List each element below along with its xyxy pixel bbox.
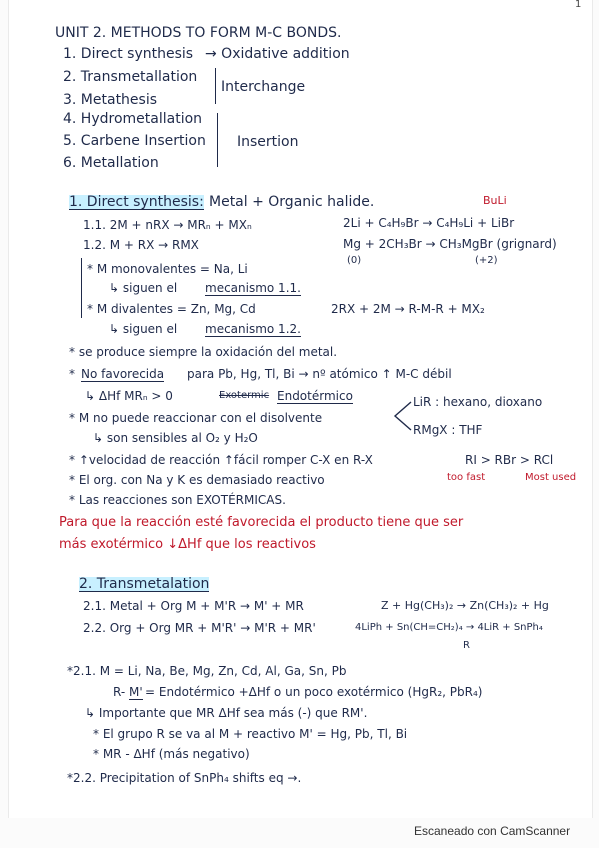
oxidative-addition-note: → Oxidative addition: [205, 46, 350, 62]
divalent-follow: ↳ siguen el: [109, 322, 178, 336]
note-sensitive: ↳ son sensibles al O₂ y H₂O: [93, 431, 258, 445]
solvent-brace-icon: [391, 400, 413, 434]
endotermico: Endotérmico: [277, 389, 353, 403]
rm-prefix: R-: [113, 685, 126, 699]
note-rate: * ↑velocidad de reacción ↑fácil romper C-X en R-X: [69, 453, 373, 467]
section1-title-rest: Metal + Organic halide.: [209, 194, 375, 210]
note-na-k: * El org. con Na y K es demasiado reactivo: [69, 473, 325, 487]
struck-exotermic: Exotermic: [219, 390, 270, 401]
not-favoured: No favorecida: [81, 367, 165, 381]
transmetal-2-2: 2.2. Org + Org MR + M'R' → M'R + MR': [83, 621, 316, 635]
note-exothermic: * Las reacciones son EXOTÉRMICAS.: [69, 493, 286, 507]
divalent-metals: * M divalentes = Zn, Mg, Cd: [87, 302, 256, 316]
insertion-note: Insertion: [237, 134, 299, 150]
divalent-equation: 2RX + 2M → R-M-R + MX₂: [331, 302, 485, 316]
transmetal-2-2-example: 4LiPh + Sn(CH=CH₂)₄ → 4LiR + SnPh₄: [355, 622, 543, 633]
halide-order: RI > RBr > RCl: [465, 453, 554, 467]
most-used-label: Most used: [525, 472, 577, 483]
interchange-note: Interchange: [221, 79, 306, 95]
note-precipitation: *2.2. Precipitation of SnPh₄ shifts eq →.: [67, 771, 302, 785]
monovalent-follow: ↳ siguen el: [109, 281, 178, 295]
notebook-paper: [8, 0, 593, 818]
red-note-line-1: Para que la reacción esté favorecida el producto tiene que ser: [59, 515, 464, 530]
method-4: 4. Hydrometallation: [63, 111, 203, 127]
note-important: ↳ Importante que MR ΔHf sea más (-) que RM'.: [85, 706, 368, 720]
method-2: 2. Transmetallation: [63, 69, 198, 85]
m-prime: M': [129, 685, 143, 699]
equation-1-2-example: Mg + 2CH₃Br → CH₃MgBr (grignard): [343, 237, 557, 251]
note-oxidation: * se produce siempre la oxidación del metal.: [69, 345, 338, 359]
mechanism-1-2: mecanismo 1.2.: [205, 322, 301, 336]
method-5: 5. Carbene Insertion: [63, 133, 206, 149]
monovalent-metals: * M monovalentes = Na, Li: [87, 262, 248, 276]
equation-1-1: 1.1. 2M + nRX → MRₙ + MXₙ: [83, 218, 252, 232]
scanner-watermark: Escaneado con CamScanner: [414, 824, 571, 838]
interchange-bracket: [209, 68, 216, 104]
transmetal-2-1: 2.1. Metal + Org M + M'R → M' + MR: [83, 599, 304, 613]
mechanism-1-1: mecanismo 1.1.: [205, 281, 301, 295]
note-enthalpy: ↳ ΔHf MRₙ > 0: [85, 389, 173, 403]
vinyl-r-label: R: [463, 640, 470, 651]
too-fast-label: too fast: [447, 472, 486, 483]
note-r-group: * El grupo R se va al M + reactivo M' = Hg, Pb, Tl, Bi: [93, 727, 408, 741]
buli-label: BuLi: [483, 194, 507, 207]
unit-heading: UNIT 2. METHODS TO FORM M-C BONDS.: [55, 25, 342, 41]
insertion-bracket: [211, 113, 218, 167]
note-solvent: * M no puede reaccionar con el disolvente: [69, 411, 323, 425]
section2-title: 2. Transmetalation: [79, 576, 210, 592]
section1-title: 1. Direct synthesis:: [69, 194, 204, 210]
transmetal-2-1-example: Z + Hg(CH₃)₂ → Zn(CH₃)₂ + Hg: [381, 599, 549, 612]
method-3: 3. Metathesis: [63, 92, 158, 108]
note-star: *: [69, 367, 75, 381]
oxidation-state-0: (0): [347, 255, 362, 266]
equation-1-1-example: 2Li + C₄H₉Br → C₄H₉Li + LiBr: [343, 216, 515, 230]
equation-1-2: 1.2. M + RX → RMX: [83, 238, 199, 252]
rm-enthalpy: = Endotérmico +ΔHf o un poco exotérmico (HgR₂, PbR₄): [145, 685, 483, 699]
solvent-rmgx: RMgX : THF: [413, 423, 483, 437]
method-6: 6. Metallation: [63, 155, 159, 171]
method-1: 1. Direct synthesis: [63, 46, 194, 62]
red-note-line-2: más exotérmico ↓ΔHf que los reactivos: [59, 537, 316, 552]
page-number: 1: [575, 0, 582, 10]
note-heavy-metals: para Pb, Hg, Tl, Bi → nº atómico ↑ M-C débil: [187, 367, 452, 381]
oxidation-state-2: (+2): [475, 255, 498, 266]
metals-list-2-1: *2.1. M = Li, Na, Be, Mg, Zn, Cd, Al, Ga, Sn, Pb: [67, 664, 347, 678]
note-mr-enthalpy: * MR - ΔHf (más negativo): [93, 747, 250, 761]
solvent-lir: LiR : hexano, dioxano: [413, 395, 543, 409]
